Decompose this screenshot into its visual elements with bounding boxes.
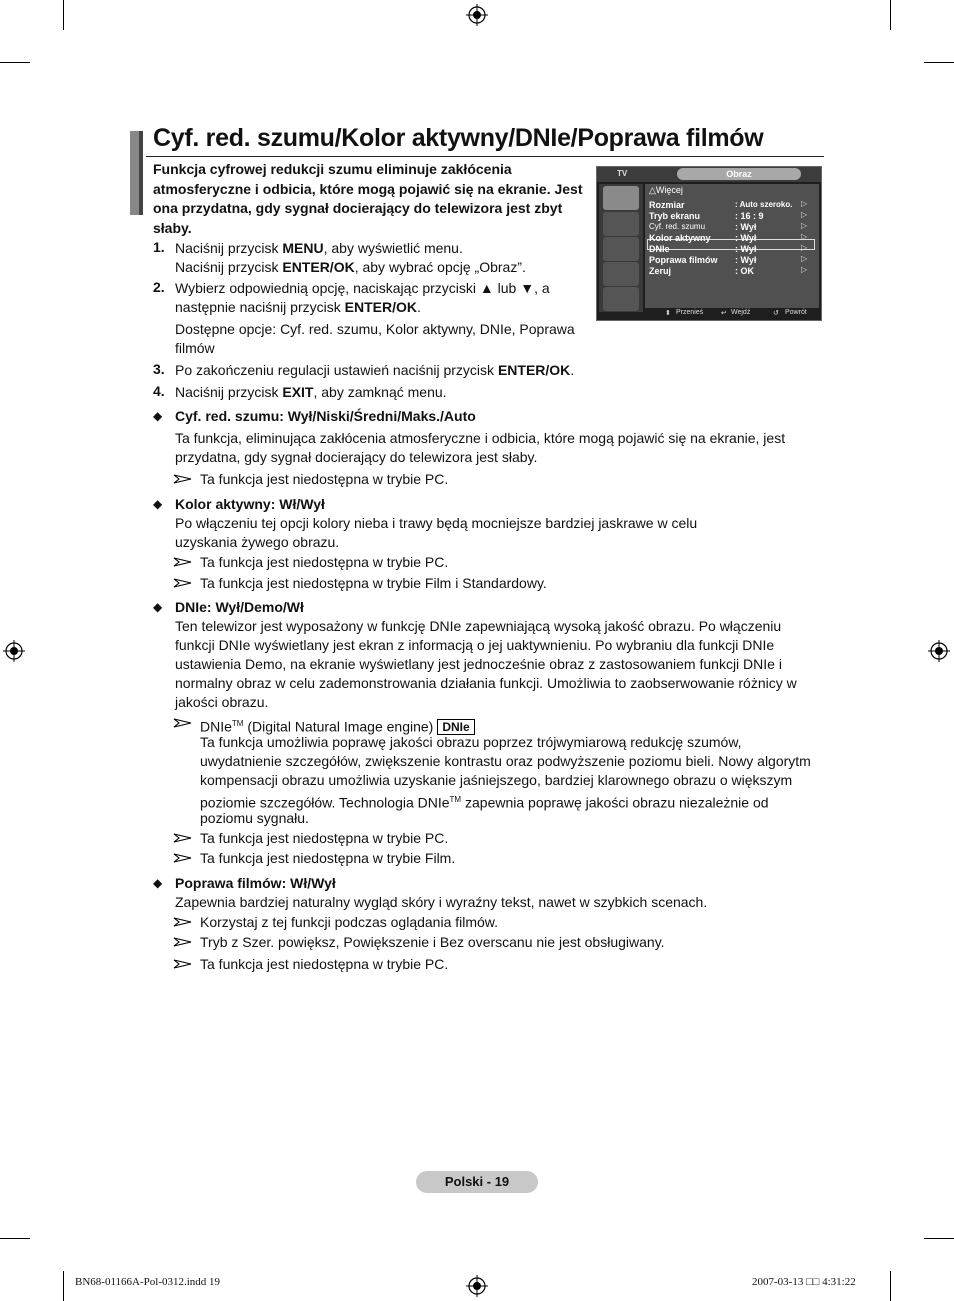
- section-body: ustawienia Demo, na ekranie wyświetlany jest jednocześnie obraz z zastosowaniem funkcji DNIe i: [175, 656, 782, 672]
- note-arrow-icon: [173, 718, 193, 728]
- section-body: uzyskania żywego obrazu.: [175, 534, 340, 550]
- note-arrow-icon: [173, 578, 193, 588]
- crop-mark: [890, 0, 891, 30]
- step-2-options-a: Dostępne opcje: Cyf. red. szumu, Kolor aktywny, DNIe, Poprawa: [175, 321, 575, 337]
- note-text: uwydatnienie szczegółów, zwiększenie kontrastu oraz podwyższenie poziomu bieli. Nowy algorytm: [200, 753, 811, 769]
- return-icon: ↺: [773, 310, 779, 317]
- step-number: 3.: [153, 361, 165, 377]
- section-body: Ten telewizor jest wyposażony w funkcję DNIe zapewniającą wysoką jakość obrazu. Po włączeniu: [175, 618, 782, 634]
- crop-mark: [924, 1238, 954, 1239]
- note-arrow-icon: [173, 937, 193, 947]
- step-1-line-a: Naciśnij przycisk MENU, aby wyświetlić menu.: [175, 240, 463, 256]
- tv-menu-arrow-icon: ▷: [801, 243, 808, 252]
- note-text: poziomu sygnału.: [200, 810, 309, 826]
- tv-menu-item-name: Tryb ekranu: [649, 211, 701, 221]
- step-2-line-a: Wybierz odpowiednią opcję, naciskając przyciski ▲ lub ▼, a: [175, 280, 550, 296]
- tv-footer-enter: Wejdź: [731, 309, 751, 316]
- note-arrow-icon: [173, 833, 193, 843]
- step-1-line-b: Naciśnij przycisk ENTER/OK, aby wybrać opcję „Obraz”.: [175, 259, 526, 275]
- tv-menu-arrow-icon: ▷: [801, 254, 808, 263]
- note-text: Tryb z Szer. powiększ, Powiększenie i Bez overscanu nie jest obsługiwany.: [200, 934, 665, 950]
- tv-menu-item-value: : Wył: [735, 233, 757, 243]
- tv-menu-footer: [645, 308, 819, 319]
- registration-mark-icon: [466, 4, 488, 26]
- bullet-diamond-icon: ◆: [153, 600, 163, 614]
- tv-menu-item-name: Cyf. red. szumu: [649, 222, 706, 231]
- section-body: jakości obrazu.: [175, 694, 269, 710]
- tv-menu-arrow-icon: ▷: [801, 210, 808, 219]
- note-text: poziomie szczegółów. Technologia DNIe™ zapewnia poprawę jakości obrazu niezależnie od: [200, 794, 769, 811]
- tv-menu-item-value: : Auto szeroko.: [735, 200, 793, 209]
- section-heading: Kolor aktywny: Wł/Wył: [175, 496, 325, 512]
- tv-menu-item-value: : Wył: [735, 222, 757, 232]
- step-2-line-b: następnie naciśnij przycisk ENTER/OK.: [175, 299, 421, 315]
- note-text: Korzystaj z tej funkcji podczas oglądania filmów.: [200, 914, 499, 930]
- print-slug-date: 2007-03-13 □□ 4:31:22: [752, 1276, 856, 1288]
- tv-menu-arrow-icon: ▷: [801, 265, 808, 274]
- crop-mark: [890, 1271, 891, 1301]
- note-arrow-icon: [173, 557, 193, 567]
- crop-mark: [63, 0, 64, 30]
- crop-mark: [924, 62, 954, 63]
- section-body: Po włączeniu tej opcji kolory nieba i trawy będą mocniejsze bardziej jaskrawe w celu: [175, 515, 698, 531]
- note-arrow-icon: [173, 959, 193, 969]
- tv-menu-item-value: : Wył: [735, 244, 757, 254]
- note-text: Ta funkcja jest niedostępna w trybie Film.: [200, 850, 456, 866]
- section-body: przydatna, gdy sygnał docierający do telewizora jest słaby.: [175, 449, 538, 465]
- section-body: Ta funkcja, eliminująca zakłócenia atmosferyczne i odbicia, które mogą pojawić się na ekranie, jest: [175, 430, 786, 446]
- tv-menu-list: [645, 184, 819, 308]
- tv-footer-back: Powrót: [785, 309, 807, 316]
- page-number-badge: Polski - 19: [416, 1171, 538, 1193]
- sound-icon: [603, 212, 639, 236]
- tv-menu-item-name: DNIe: [649, 244, 670, 254]
- tv-menu-screenshot: [596, 166, 822, 321]
- step-number: 4.: [153, 383, 165, 399]
- tv-menu-item-name: Kolor aktywny: [649, 233, 711, 243]
- tv-menu-arrow-icon: ▷: [801, 232, 808, 241]
- crop-mark: [63, 1271, 64, 1301]
- dnie-note-heading: DNIe™ (Digital Natural Image engine) DNIe: [200, 714, 475, 737]
- dnie-logo: DNIe: [437, 719, 474, 735]
- step-number: 2.: [153, 279, 165, 295]
- input-icon: [603, 287, 639, 311]
- step-3-line: Po zakończeniu regulacji ustawień naciśnij przycisk ENTER/OK.: [175, 362, 575, 378]
- step-2-options-b: filmów: [175, 340, 215, 356]
- setup-icon: [603, 262, 639, 286]
- section-heading: Cyf. red. szumu: Wył/Niski/Średni/Maks./Auto: [175, 408, 476, 424]
- tv-footer-move: Przenieś: [676, 309, 704, 316]
- note-text: kompensacji obrazu umożliwia uzyskanie jaśniejszego, bardziej klarownego obrazu o większym: [200, 772, 793, 788]
- section-heading: DNIe: Wył/Demo/Wł: [175, 599, 304, 615]
- page-title: Cyf. red. szumu/Kolor aktywny/DNIe/Poprawa filmów: [153, 124, 764, 152]
- note-text: Ta funkcja jest niedostępna w trybie PC.: [200, 471, 449, 487]
- crop-mark: [0, 62, 30, 63]
- channel-icon: [603, 237, 639, 261]
- note-text: Ta funkcja jest niedostępna w trybie PC.: [200, 956, 449, 972]
- registration-mark-icon: [466, 1275, 488, 1297]
- section-heading: Poprawa filmów: Wł/Wył: [175, 875, 336, 891]
- note-text: Ta funkcja jest niedostępna w trybie Film i Standardowy.: [200, 575, 547, 591]
- registration-mark-icon: [928, 640, 950, 662]
- note-arrow-icon: [173, 474, 193, 484]
- print-slug-file: BN68-01166A-Pol-0312.indd 19: [75, 1276, 221, 1288]
- note-text: Ta funkcja jest niedostępna w trybie PC.: [200, 554, 449, 570]
- tv-menu-item-value: : Wył: [735, 255, 757, 265]
- tv-menu-item-name: Rozmiar: [649, 200, 685, 210]
- registration-mark-icon: [3, 640, 25, 662]
- enter-icon: ↵: [721, 310, 727, 317]
- tv-source-label: TV: [617, 169, 628, 178]
- title-accent-bar: [139, 131, 143, 215]
- note-text: Ta funkcja jest niedostępna w trybie PC.: [200, 830, 449, 846]
- section-body: Zapewnia bardziej naturalny wygląd skóry i wyraźny tekst, nawet w szybkich scenach.: [175, 894, 708, 910]
- bullet-diamond-icon: ◆: [153, 876, 163, 890]
- note-arrow-icon: [173, 853, 193, 863]
- step-number: 1.: [153, 239, 165, 255]
- tv-menu-header: [597, 167, 821, 182]
- tv-menu-item-name: Poprawa filmów: [649, 255, 718, 265]
- move-icon: ⬍: [665, 310, 671, 317]
- note-arrow-icon: [173, 917, 193, 927]
- tv-menu-item-value: : 16 : 9: [735, 211, 764, 221]
- tv-menu-sidebar: [599, 184, 643, 312]
- intro-paragraph: Funkcja cyfrowej redukcji szumu eliminuje zakłócenia atmosferyczne i odbicia, które mogą pojawić się na ekranie. Jest ona przydatna, gdy sygnał docierający do telewizora jest zbyt słaby.: [153, 161, 583, 236]
- bullet-diamond-icon: ◆: [153, 497, 163, 511]
- step-4-line: Naciśnij przycisk EXIT, aby zamknąć menu.: [175, 384, 447, 400]
- tv-menu-arrow-icon: ▷: [801, 221, 808, 230]
- tv-menu-item-value: : OK: [735, 266, 754, 276]
- tv-menu-tab: Obraz: [677, 168, 801, 180]
- tv-menu-arrow-icon: ▷: [801, 199, 808, 208]
- note-text: Ta funkcja umożliwia poprawę jakości obrazu poprzez trójwymiarową redukcję szumów,: [200, 734, 742, 750]
- tv-menu-more: △Więcej: [649, 185, 683, 195]
- section-body: funkcji DNIe wyświetlany jest ekran z informacją o jej uaktywnieniu. Po wybraniu dla funkcji DNIe: [175, 637, 775, 653]
- section-body: normalny obraz w celu zademonstrowania działania funkcji. Umożliwia to zaobserwowanie różnicy w: [175, 675, 797, 691]
- tv-menu-item-name: Zeruj: [649, 266, 672, 276]
- crop-mark: [0, 1238, 30, 1239]
- title-divider: [146, 156, 824, 157]
- bullet-diamond-icon: ◆: [153, 409, 163, 423]
- picture-icon: [603, 186, 639, 210]
